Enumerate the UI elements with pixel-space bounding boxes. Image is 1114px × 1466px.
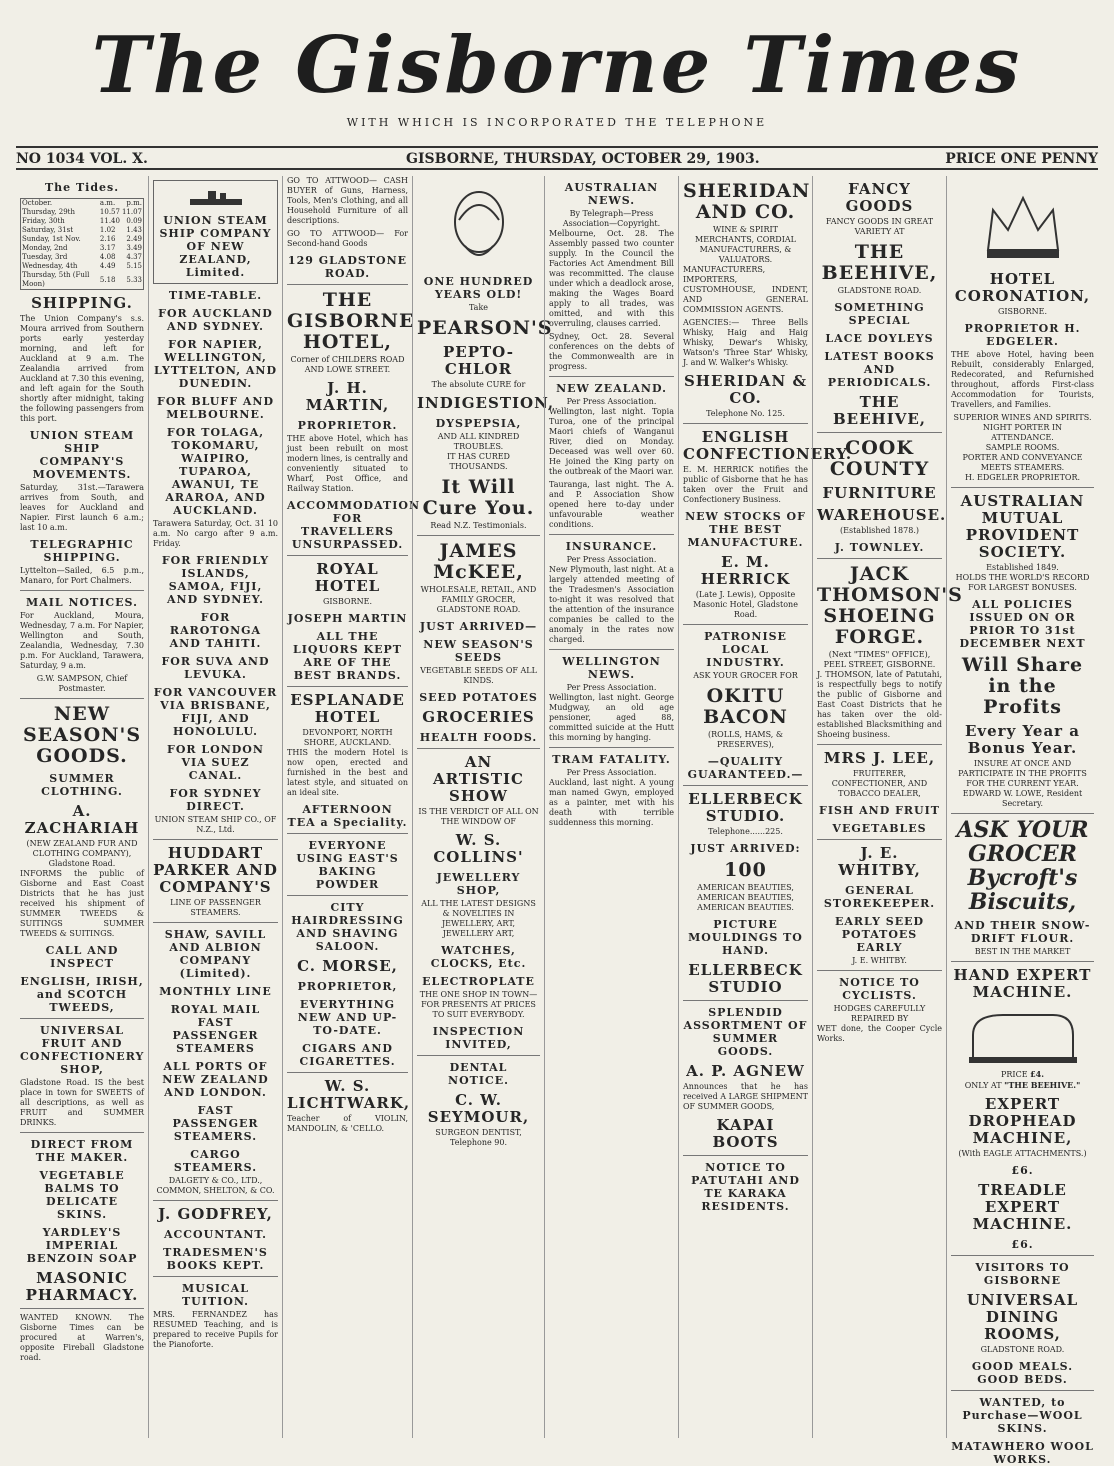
lee-sub: FRUITERER, CONFECTIONER, AND TOBACCO DEALER, bbox=[831, 769, 928, 798]
cure: The absolute CURE for bbox=[431, 380, 526, 389]
troubles: AND ALL KINDRED TROUBLES. bbox=[437, 432, 520, 451]
share-profits: Will Share in the Profits bbox=[961, 654, 1084, 718]
established: (Established 1878.) bbox=[840, 526, 919, 535]
telegraph-heading: TELEGRAPHIC SHIPPING. bbox=[30, 538, 134, 564]
dyspepsia: DYSPEPSIA, bbox=[435, 417, 522, 430]
union-company-heading: UNION STEAM SHIP COMPANY OF NEW ZEALAND, Limited. bbox=[159, 214, 272, 279]
seed-potatoes-2: EARLY SEED POTATOES EARLY bbox=[834, 915, 925, 954]
artistic-show: AN ARTISTIC SHOW bbox=[433, 753, 524, 805]
presents: THE ONE SHOP IN TOWN—FOR PRESENTS AT PRICES TO SUIT EVERYBODY. bbox=[419, 990, 538, 1019]
route-vancouver: FOR VANCOUVER VIA BRISBANE, FIJI, AND HONOLULU. bbox=[153, 686, 278, 738]
mckee-sub: WHOLESALE, RETAIL, AND FAMILY GROCER, GLADSTONE ROAD. bbox=[420, 585, 537, 614]
steamer-illustration bbox=[186, 187, 246, 209]
take: Take bbox=[468, 303, 489, 312]
morse-name: C. MORSE, bbox=[297, 957, 398, 975]
agnew-name: A. P. AGNEW bbox=[686, 1062, 805, 1080]
all-policies: ALL POLICIES ISSUED ON OR PRIOR TO 31st DECEMBER NEXT bbox=[959, 598, 1086, 650]
masthead-title: The Gisborne Times bbox=[91, 20, 1023, 111]
telephone: Telephone 90. bbox=[450, 1138, 507, 1147]
nz-news: NEW ZEALAND. bbox=[556, 382, 667, 395]
matawhero: MATAWHERO WOOL WORKS. bbox=[951, 1440, 1094, 1466]
accountant: ACCOUNTANT. bbox=[163, 1228, 268, 1241]
musical-tuition: MUSICAL TUITION. bbox=[181, 1282, 250, 1308]
beehive-sub: GLADSTONE ROAD. bbox=[837, 286, 922, 295]
treadle-price: £6. bbox=[1011, 1238, 1034, 1251]
price: PRICE ONE PENNY bbox=[945, 151, 1098, 167]
ellerbeck-studio: ELLERBECK STUDIO. bbox=[688, 790, 803, 825]
martin-prop: PROPRIETOR. bbox=[297, 419, 398, 432]
coronation-prop: PROPRIETOR H. EDGELER. bbox=[964, 322, 1081, 348]
just-arrived: JUST ARRIVED— bbox=[419, 620, 538, 633]
english-text: E. M. HERRICK notifies the public of Gisborne that he has taken over the Fruit and Confectionery Business. bbox=[683, 465, 808, 504]
every-year: Every Year a Bonus Year. bbox=[964, 722, 1081, 757]
vegetable-seeds: VEGETABLE SEEDS OF ALL KINDS. bbox=[420, 666, 537, 685]
cured-thousands: IT HAS CURED THOUSANDS. bbox=[447, 452, 510, 471]
ins-text: New Plymouth, last night. At a largely attended meeting of the Tradesmen's Association to-night it was resolved that the attention of the insurance companies be called to the anomaly in the rates now charged. bbox=[549, 565, 674, 644]
wanted-known: WANTED KNOWN. The Gisborne Times can be procured at Warren's, opposite Fireball Gladstone road. bbox=[20, 1313, 144, 1362]
column-1 bbox=[16, 176, 148, 1438]
warehouse: WAREHOUSE. bbox=[817, 506, 947, 524]
sheridan-agencies: AGENCIES:— Three Bells Whisky, Haig and Haig Whisky, Dewar's Whisky, Watson's 'Three Star' Whisky, J. and W. Walker's Whisky. bbox=[683, 318, 808, 367]
only-at: ONLY AT bbox=[964, 1081, 1002, 1090]
esplanade-sub: DEVONPORT, NORTH SHORE, AUCKLAND. bbox=[302, 728, 393, 747]
everything-new: EVERYTHING NEW AND UP-TO-DATE. bbox=[297, 998, 398, 1037]
dateline bbox=[16, 146, 1098, 170]
godfrey-name: J. GODFREY, bbox=[158, 1205, 273, 1223]
amp-holds: HOLDS THE WORLD'S RECORD FOR LARGEST BONUSES. bbox=[955, 573, 1090, 592]
royal-hotel: ROYAL HOTEL bbox=[314, 560, 381, 595]
best-market: BEST IN THE MARKET bbox=[974, 947, 1071, 956]
mail-text: For Auckland, Moura, Wednesday, 7 a.m. For Napier, Wellington and South, Zealandia, Wednesday, 7.30 p.m. For Auckland, Tarawera, Saturday, 9 a.m. bbox=[20, 611, 144, 670]
martin-name: J. H. MARTIN, bbox=[305, 379, 390, 414]
patronise: PATRONISE LOCAL INDUSTRY. bbox=[704, 630, 787, 669]
quality: —QUALITY GUARANTEED.— bbox=[687, 755, 804, 781]
universal-fruit-text: Gladstone Road. IS the best place in town for SWEETS of all descriptions, as well as FRUIT and SUMMER DRINKS. bbox=[20, 1078, 144, 1127]
coronation-text: THE above Hotel, having been Rebuilt, considerably Enlarged, Redecorated, and Refurnished throughout, affords First-class Accommodation for Tourists, Travellers, and Families. bbox=[951, 350, 1094, 409]
tweeds: ENGLISH, IRISH, and SCOTCH TWEEDS, bbox=[20, 975, 144, 1014]
visitors: VISITORS TO GISBORNE bbox=[975, 1261, 1070, 1287]
masthead bbox=[0, 20, 1114, 129]
artistic-sub: IS THE VERDICT OF ALL ON THE WINDOW OF bbox=[418, 807, 539, 826]
sample-rooms: SAMPLE ROOMS. bbox=[985, 443, 1060, 452]
fancy-goods: FANCY GOODS bbox=[845, 180, 914, 215]
route-tolaga: FOR TOLAGA, TOKOMARU, WAIPIRO, TUPAROA, AWANUI, TE ARAROA, AND AUCKLAND. bbox=[165, 426, 266, 517]
zachariah-text: INFORMS the public of Gisborne and East Coast Districts that he has just received his shipment of SUMMER TWEEDS & SUITINGS SUMMER TWEEDS & SUITINGS. bbox=[20, 869, 144, 938]
sheridan-text: MANUFACTURERS, IMPORTERS, CUSTOMHOUSE, INDENT, AND GENERAL COMMISSION AGENTS. bbox=[683, 265, 808, 314]
ins-byline: Per Press Association. bbox=[566, 555, 657, 564]
okitu-sub: (ROLLS, HAMS, & PRESERVES), bbox=[708, 730, 783, 749]
hairdressing: CITY HAIRDRESSING AND SHAVING SALOON. bbox=[291, 901, 404, 953]
beehive-2: THE BEEHIVE, bbox=[832, 393, 927, 428]
drophead-price: £6. bbox=[1011, 1164, 1034, 1177]
whitby-sign: J. E. WHITBY. bbox=[852, 956, 907, 965]
kapai-boots: KAPAI BOOTS bbox=[712, 1116, 779, 1151]
route-tolaga-text: Tarawera Saturday, Oct. 31 10 a.m. No cargo after 9 a.m. Friday. bbox=[153, 519, 278, 548]
column-5 bbox=[544, 176, 678, 1438]
table-row: Monday, 2nd 3.17 3.49 bbox=[22, 244, 142, 252]
telegraph-text: Lyttelton—Sailed, 6.5 p.m., Manaro, for Port Chalmers. bbox=[20, 566, 144, 585]
route-london: FOR LONDON VIA SUEZ CANAL. bbox=[167, 743, 264, 782]
porter-conveyance: PORTER AND CONVEYANCE MEETS STEAMERS. bbox=[962, 453, 1083, 472]
watches: WATCHES, CLOCKS, Etc. bbox=[430, 944, 527, 970]
latest-books: LATEST BOOKS AND PERIODICALS. bbox=[824, 350, 935, 389]
price-label: PRICE bbox=[1001, 1070, 1028, 1079]
jack-thomson: JACK THOMSON'S SHOEING FORGE. bbox=[817, 563, 963, 648]
masonic-pharmacy: MASONIC PHARMACY. bbox=[25, 1269, 139, 1304]
drophead: EXPERT DROPHEAD MACHINE, bbox=[968, 1095, 1077, 1147]
jewellery: ALL THE LATEST DESIGNS & NOVELTIES IN JEWELLERY, ART, JEWELLERY ART, bbox=[421, 899, 536, 938]
cargo-steamers: CARGO STEAMERS. bbox=[173, 1148, 258, 1174]
mckee-name: JAMES McKEE, bbox=[433, 540, 524, 583]
table-row: Tuesday, 3rd 4.08 4.37 bbox=[22, 253, 142, 261]
sheridan-sub: WINE & SPIRIT MERCHANTS, CORDIAL MANUFACTURERS, & VALUATORS. bbox=[695, 225, 796, 264]
lace: LACE DOYLEYS bbox=[825, 332, 934, 345]
agents: DALGETY & CO., LTD., COMMON, SHELTON, & CO. bbox=[156, 1176, 275, 1195]
route-bluff: FOR BLUFF AND MELBOURNE. bbox=[157, 395, 274, 421]
shaw-savill-heading: SHAW, SAVILL AND ALBION COMPANY (Limited). bbox=[164, 928, 267, 980]
table-row: Wednesday, 4th 4.49 5.15 bbox=[22, 262, 142, 270]
summer-heading: SUMMER CLOTHING. bbox=[41, 772, 123, 798]
pearsons: PEARSON'S bbox=[417, 317, 553, 339]
route-fiji: FOR SUVA AND LEVUKA. bbox=[161, 655, 270, 681]
sheridan-heading: SHERIDAN AND CO. bbox=[683, 180, 811, 223]
esplanade-text: THIS the modern Hotel is now open, erected and furnished in the best and latest style, and situated on an ideal site. bbox=[287, 748, 408, 797]
union-movements-heading: UNION STEAM SHIP COMPANY'S MOVEMENTS. bbox=[29, 429, 135, 481]
timetable-heading: TIME-TABLE. bbox=[168, 289, 263, 302]
snow-drift: AND THEIR SNOW-DRIFT FLOUR. bbox=[954, 919, 1091, 945]
new-stocks: NEW STOCKS OF THE BEST MANUFACTURE. bbox=[685, 510, 806, 549]
pepto-chlor: PEPTO-CHLOR bbox=[443, 343, 514, 378]
universal-dining: UNIVERSAL DINING ROOMS, bbox=[966, 1291, 1079, 1343]
ellerbeck-tel: Telephone......225. bbox=[708, 827, 783, 836]
table-row: Sunday, 1st Nov. 2.16 2.49 bbox=[22, 235, 142, 243]
route-tahiti: FOR RAROTONGA AND TAHITI. bbox=[169, 611, 262, 650]
wellington-news: WELLINGTON NEWS. bbox=[562, 655, 661, 681]
superior-wines: SUPERIOR WINES AND SPIRITS. bbox=[953, 413, 1092, 422]
column-6 bbox=[678, 176, 853, 1438]
shipping-text: The Union Company's s.s. Moura arrived from Southern ports early yesterday morning, and left for Auckland at 9 a.m. The Zealandia arrived from Auckland at 7.30 this evening, and left again for the South shortly after midnight, taking the following passengers from this port. bbox=[20, 314, 144, 423]
ask-grocer: ASK YOUR GROCER FOR bbox=[693, 671, 798, 680]
huddart-sub: LINE OF PASSENGER STEAMERS. bbox=[170, 898, 261, 917]
storekeeper: GENERAL STOREKEEPER. bbox=[823, 884, 936, 910]
electroplate: ELECTROPLATE bbox=[422, 975, 535, 988]
column-4 bbox=[412, 176, 555, 1438]
sheridan-telephone: Telephone No. 125. bbox=[706, 409, 785, 418]
huddart-heading: HUDDART PARKER AND COMPANY'S bbox=[153, 844, 278, 896]
zachariah-name: A. ZACHARIAH bbox=[24, 802, 140, 837]
hundred-sub: AMERICAN BEAUTIES, AMERICAN BEAUTIES, AMERICAN BEAUTIES. bbox=[697, 883, 794, 912]
surgeon: SURGEON DENTIST, bbox=[435, 1128, 522, 1137]
splendid: SPLENDID ASSORTMENT OF SUMMER GOODS. bbox=[683, 1006, 808, 1058]
table-row: October. a.m. p.m. bbox=[22, 199, 142, 207]
amp-established: Established 1849. bbox=[986, 563, 1059, 572]
route-samoa: FOR FRIENDLY ISLANDS, SAMOA, FIJI, AND SYDNEY. bbox=[161, 554, 270, 606]
issue-number: NO 1034 VOL. X. bbox=[16, 151, 148, 167]
travellers: ACCOMMODATION FOR TRAVELLERS UNSURPASSED. bbox=[287, 499, 421, 551]
groceries: GROCERIES bbox=[422, 708, 535, 726]
tides-table bbox=[20, 198, 144, 290]
musical-text: MRS. FERNANDEZ has RESUMED Teaching, and is prepared to receive Pupils for the Pianoforte. bbox=[153, 1310, 278, 1349]
aus-text2: Sydney, Oct. 28. Several conferences on the debts of the Commonwealth are in progress. bbox=[549, 332, 674, 371]
masthead-subtitle: WITH WHICH IS INCORPORATED THE TELEPHONE bbox=[346, 116, 768, 129]
morse-prop: PROPRIETOR, bbox=[297, 980, 398, 993]
coronation-sub: GISBORNE. bbox=[997, 307, 1048, 316]
universal-sub: GLADSTONE ROAD. bbox=[980, 1345, 1065, 1354]
gisborne-hotel-corner: Corner of CHILDERS ROAD AND LOWE STREET. bbox=[290, 355, 405, 374]
table-row: Saturday, 31st 1.02 1.43 bbox=[22, 226, 142, 234]
route-napier: FOR NAPIER, WELLINGTON, LYTTELTON, AND DUNEDIN. bbox=[154, 338, 277, 390]
agnew-text: Announces that he has received A LARGE SHIPMENT OF SUMMER GOODS, bbox=[683, 1082, 808, 1111]
aus-byline: By Telegraph—Press Association—Copyright. bbox=[562, 209, 661, 228]
herrick-name: E. M. HERRICK bbox=[700, 553, 791, 588]
treadle: TREADLE EXPERT MACHINE. bbox=[972, 1181, 1073, 1233]
union-company-ad bbox=[153, 180, 278, 284]
centenary: ONE HUNDRED YEARS OLD! bbox=[423, 275, 534, 301]
mail-sign: G.W. SAMPSON, Chief Postmaster. bbox=[36, 674, 128, 693]
indigestion: INDIGESTION, bbox=[417, 394, 555, 412]
amp-secretary: EDWARD W. LOWE, Resident Secretary. bbox=[962, 789, 1083, 808]
shipping-heading: SHIPPING. bbox=[31, 294, 133, 312]
royal-mail: ROYAL MAIL FAST PASSENGER STEAMERS bbox=[170, 1003, 261, 1055]
picture-mouldings: PICTURE MOULDINGS TO HAND. bbox=[688, 918, 803, 957]
wanted-wool: WANTED, to Purchase—WOOL SKINS. bbox=[962, 1396, 1083, 1435]
just-arrived-2: JUST ARRIVED: bbox=[690, 842, 801, 855]
mail-heading: MAIL NOTICES. bbox=[26, 596, 138, 609]
vegetable-balms: VEGETABLE BALMS TO DELICATE SKINS. bbox=[39, 1169, 125, 1221]
royal-hotel-prop: JOSEPH MARTIN bbox=[287, 612, 408, 625]
baking-powder: EVERYONE USING EAST'S BAKING POWDER bbox=[296, 839, 399, 891]
tram-fatality: TRAM FATALITY. bbox=[552, 753, 671, 766]
wet-done: WET done, the Cooper Cycle Works. bbox=[817, 1024, 942, 1043]
union-movements-text: Saturday, 31st.—Tarawera arrives from South, and leaves for Auckland and Napier. First launch 6 a.m.; last 10 a.m. bbox=[20, 483, 144, 532]
route-sydney: FOR SYDNEY DIRECT. bbox=[169, 787, 262, 813]
okitu-bacon: OKITU BACON bbox=[703, 685, 788, 728]
notice-patutahi: NOTICE TO PATUTAHI AND TE KARAKA RESIDENTS. bbox=[691, 1161, 800, 1213]
royal-hotel-sub: GISBORNE. bbox=[322, 597, 373, 606]
zachariah-sub: (NEW ZEALAND FUR AND CLOTHING COMPANY), Gladstone Road. bbox=[26, 839, 138, 868]
herrick-sub: (Late J. Lewis), Opposite Masonic Hotel, Gladstone Road. bbox=[693, 590, 798, 619]
sheridan-sign: SHERIDAN & CO. bbox=[683, 372, 808, 407]
lichtwark-name: W. S. LICHTWARK, bbox=[287, 1077, 411, 1112]
hotel-coronation: HOTEL CORONATION, bbox=[954, 270, 1091, 305]
beehive: THE BEEHIVE, bbox=[821, 241, 938, 284]
jack-sub: (Next "TIMES" OFFICE), PEEL STREET, GISBORNE. bbox=[823, 650, 936, 669]
cook-county: COOK COUNTY bbox=[829, 437, 930, 480]
cigars: CIGARS AND CIGARETTES. bbox=[299, 1042, 396, 1068]
table-row: Friday, 30th 11.40 0.09 bbox=[22, 217, 142, 225]
tram-byline: Per Press Association. bbox=[566, 768, 657, 777]
inspection-invited: INSPECTION INVITED, bbox=[432, 1025, 525, 1051]
crown-illustration bbox=[973, 180, 1073, 266]
afternoon-tea: AFTERNOON TEA a Speciality. bbox=[287, 803, 408, 829]
union-sign: UNION STEAM SHIP CO., OF N.Z., Ltd. bbox=[154, 815, 277, 834]
direct-maker: DIRECT FROM THE MAKER. bbox=[30, 1138, 134, 1164]
price-value: £4. bbox=[1030, 1069, 1044, 1079]
gisborne-hotel: THE GISBORNE HOTEL, bbox=[287, 289, 415, 353]
tides-heading: The Tides. bbox=[44, 181, 120, 194]
liquors: ALL THE LIQUORS KEPT ARE OF THE BEST BRANDS. bbox=[293, 630, 402, 682]
fast-passenger: FAST PASSENGER STEAMERS. bbox=[172, 1104, 259, 1143]
sewing-machine-illustration bbox=[963, 1005, 1083, 1065]
night-porter: NIGHT PORTER IN ATTENDANCE. bbox=[982, 423, 1063, 442]
seed-potatoes: SEED POTATOES bbox=[419, 691, 538, 704]
coronation-prop-2: H. EDGELER PROPRIETOR. bbox=[964, 473, 1081, 482]
attwood-sign: 129 GLADSTONE ROAD. bbox=[287, 254, 408, 280]
english-confectionery: ENGLISH CONFECTIONERY. bbox=[683, 428, 853, 463]
furniture: FURNITURE bbox=[822, 484, 937, 502]
column-8 bbox=[946, 176, 1098, 1466]
insure: INSURE AT ONCE AND PARTICIPATE IN THE PROFITS FOR THE CURRENT YEAR. bbox=[958, 759, 1087, 788]
notice-cyclists: NOTICE TO CYCLISTS. bbox=[839, 976, 920, 1002]
new-season-heading: NEW SEASON'S GOODS. bbox=[22, 703, 142, 767]
monthly-line: MONTHLY LINE bbox=[159, 985, 272, 998]
attwood-ad: GO TO ATTWOOD— CASH BUYER of Guns, Harness, Tools, Men's Clothing, and all Household Furniture of all descriptions. bbox=[287, 176, 408, 225]
seymour-name: C. W. SEYMOUR, bbox=[427, 1091, 530, 1126]
something-special: SOMETHING SPECIAL bbox=[834, 301, 925, 327]
amp-society: AUSTRALIAN MUTUAL PROVIDENT SOCIETY. bbox=[960, 492, 1085, 561]
vegetables: VEGETABLES bbox=[832, 822, 927, 835]
table-row: Thursday, 5th (Full Moon) 5.18 5.33 bbox=[22, 271, 142, 288]
insurance-news: INSURANCE. bbox=[565, 540, 658, 553]
dental-notice: DENTAL NOTICE. bbox=[448, 1061, 509, 1087]
hodges: HODGES CAREFULLY REPAIRED BY bbox=[833, 1004, 926, 1023]
tradesmens-books: TRADESMEN'S BOOKS KEPT. bbox=[163, 1246, 268, 1272]
attwood-store: GO TO ATTWOOD— For Second-hand Goods bbox=[287, 229, 408, 248]
collins-sub: JEWELLERY SHOP, bbox=[436, 871, 521, 897]
collins-name: W. S. COLLINS' bbox=[433, 831, 524, 866]
whitby-name: J. E. WHITBY, bbox=[838, 844, 921, 879]
bycroft-biscuits: Bycroft's Biscuits, bbox=[967, 865, 1078, 915]
new-seeds: NEW SEASON'S SEEDS bbox=[423, 638, 534, 664]
column-7 bbox=[812, 176, 963, 1438]
nz-text: Wellington, last night. Topia Turoa, one of the principal Maori chiefs of Wanganui River, died on Monday. Deceased was well over 60. He joined the King party on the outbreak of the Maori war. bbox=[549, 407, 674, 476]
well-byline: Per Press Association. bbox=[566, 683, 657, 692]
gisborne-hotel-text: THE above Hotel, which has just been rebuilt on most modern lines, is centrally and conveniently situated to Wharf, Post Office, and Railway Station. bbox=[287, 434, 408, 493]
will-cure-you: It Will Cure You. bbox=[422, 476, 535, 519]
table-row: Thursday, 29th 10.57 11.07 bbox=[22, 208, 142, 216]
health-foods: HEALTH FOODS. bbox=[419, 731, 538, 744]
nz-text2: Tauranga, last night. The A. and P. Association Show opened here to-day under unfavourable weather conditions. bbox=[549, 480, 674, 529]
nz-byline: Per Press Association. bbox=[566, 397, 657, 406]
portrait-illustration bbox=[429, 180, 529, 270]
ask-grocer-2: ASK YOUR GROCER bbox=[956, 817, 1089, 867]
good-meals: GOOD MEALS. GOOD BEDS. bbox=[971, 1360, 1074, 1386]
all-ports: ALL PORTS OF NEW ZEALAND AND LONDON. bbox=[162, 1060, 269, 1099]
well-text: Wellington, last night. George Mudgway, an old age pensioner, aged 88, committed suicide at the Hutt this morning by hanging. bbox=[549, 693, 674, 742]
place-date: GISBORNE, THURSDAY, OCTOBER 29, 1903. bbox=[406, 151, 760, 167]
tram-text: Auckland, last night. A young man named Gwyn, employed as a painter, met with his death with terrible suddenness this morning. bbox=[549, 778, 674, 827]
jack-text: J. THOMSON, late of Patutahi, is respectfully begs to notify the public of Gisborne and East Coast Districts that he has taken over the old-established Blacksmithing and Shoeing business. bbox=[817, 670, 942, 739]
aus-text: Melbourne, Oct. 28. The Assembly passed two counter supply. In the Council the Factories Act Amendment Bill was recommitted. The clause under which a deadlock arose, making the Wages Board apply to all trades, was omitted, and with this overruling, clauses carried. bbox=[549, 229, 674, 328]
fish-fruit: FISH AND FRUIT bbox=[819, 804, 940, 817]
ellerbeck-studio-2: ELLERBECK STUDIO bbox=[688, 961, 803, 996]
column-2 bbox=[148, 176, 282, 1438]
route-auckland: FOR AUCKLAND AND SYDNEY. bbox=[158, 307, 273, 333]
column-3 bbox=[282, 176, 421, 1438]
hundred: 100 bbox=[724, 859, 767, 881]
eagle: (With EAGLE ATTACHMENTS.) bbox=[958, 1149, 1087, 1158]
testimonials: Read N.Z. Testimonials. bbox=[430, 521, 527, 530]
townley: J. TOWNLEY. bbox=[834, 541, 925, 554]
call-inspect: CALL AND INSPECT bbox=[45, 944, 119, 970]
australian-news: AUSTRALIAN NEWS. bbox=[564, 181, 659, 207]
fancy-sub: FANCY GOODS IN GREAT VARIETY AT bbox=[825, 217, 934, 236]
lichtwark-text: Teacher of VIOLIN, MANDOLIN, & 'CELLO. bbox=[287, 1114, 408, 1133]
universal-fruit-heading: UNIVERSAL FRUIT AND CONFECTIONERY SHOP, bbox=[20, 1024, 145, 1076]
the-beehive: "THE BEEHIVE." bbox=[1004, 1080, 1081, 1090]
mrs-lee: MRS J. LEE, bbox=[823, 749, 936, 767]
yardley-soap: YARDLEY'S IMPERIAL BENZOIN SOAP bbox=[26, 1226, 138, 1265]
esplanade-hotel: ESPLANADE HOTEL bbox=[290, 691, 405, 726]
hand-expert: HAND EXPERT MACHINE. bbox=[953, 966, 1092, 1001]
